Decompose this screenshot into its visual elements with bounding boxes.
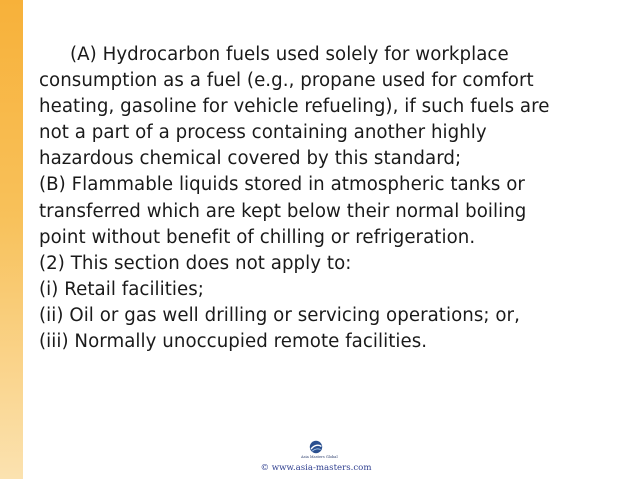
copyright-footer: © www.asia-masters.com <box>260 463 372 473</box>
accent-bar <box>0 0 23 479</box>
paragraph-line: transferred which are kept below their normal boiling <box>39 200 527 222</box>
paragraph-line: (A) Hydrocarbon fuels used solely for workplace <box>70 44 509 65</box>
paragraph-line: not a part of a process containing another highly <box>39 122 487 144</box>
company-logo <box>301 440 338 462</box>
paragraph-line: consumption as a fuel (e.g., propane used for comfort <box>39 70 534 92</box>
globe-logo-icon <box>309 440 323 454</box>
paragraph-line: (iii) Normally unoccupied remote facilities. <box>39 331 428 353</box>
paragraph-line: (B) Flammable liquids stored in atmospheric tanks or <box>39 174 525 196</box>
logo-wordmark: Asia Masters Global <box>301 455 338 459</box>
slide-body-text <box>39 42 635 355</box>
paragraph-line: (ii) Oil or gas well drilling or servicing operations; or, <box>39 304 520 326</box>
paragraph-line: (i) Retail facilities; <box>39 278 204 300</box>
paragraph-line: hazardous chemical covered by this standard; <box>39 148 462 170</box>
paragraph-line: (2) This section does not apply to: <box>39 252 352 274</box>
paragraph-line: heating, gasoline for vehicle refueling), if such fuels are <box>39 96 550 118</box>
paragraph-line: point without benefit of chilling or refrigeration. <box>39 226 476 248</box>
